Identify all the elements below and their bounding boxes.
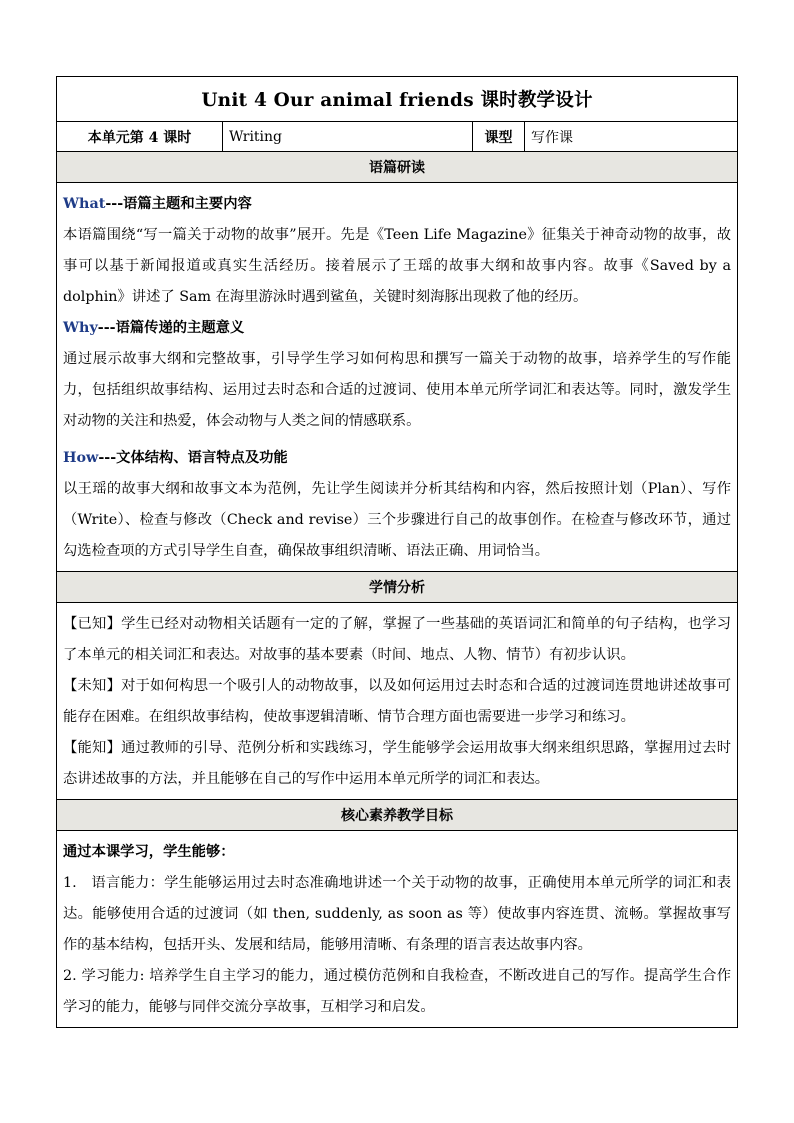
able-paragraph: 【能知】通过教师的引导、范例分析和实践练习，学生能够学会运用故事大纲来组织思路，掌握用过去时态讲述故事的方法，并且能够在自己的写作中运用本单元所学的词汇和表达。 [63, 740, 731, 787]
lesson-number-label: 本单元第 4 课时 [57, 122, 223, 152]
lesson-document [56, 76, 737, 1028]
section-header-text-study [57, 152, 738, 183]
section-heading: 核心素养教学目标 [57, 800, 738, 831]
lesson-type-value: 写作课 [525, 122, 738, 152]
unknown-paragraph: 【未知】对于如何构思一个吸引人的动物故事，以及如何运用过去时态和合适的过渡词连贯地讲述故事可能存在困难。在组织故事结构，使故事逻辑清晰、情节合理方面也需要进一步学习和练习。 [63, 678, 731, 725]
learner-row [57, 603, 738, 800]
what-paragraph: 本语篇围绕“写一篇关于动物的故事”展开。先是《Teen Life Magazine》征集关于神奇动物的故事，故事可以基于新闻报道或真实生活经历。接着展示了王瑶的故事大纲和故事内容。故事《Saved by a dolphin》讲述了 Sam 在海里游泳时遇到鲨鱼，关键时刻海豚出现救了他的经历。 [63, 227, 731, 305]
why-title: ---语篇传递的主题意义 [97, 320, 245, 336]
info-row [57, 122, 738, 152]
lesson-plan-table [56, 76, 738, 1028]
objectives-intro: 通过本课学习，学生能够： [63, 844, 235, 860]
lesson-topic-value: Writing [223, 122, 473, 152]
why-heading [63, 313, 731, 344]
why-tag: Why [63, 320, 98, 336]
why-paragraph: 通过展示故事大纲和完整故事，引导学生学习如何构思和撰写一篇关于动物的故事，培养学生的写作能力，包括组织故事结构、运用过去时态和合适的过渡词、使用本单元所学词汇和表达等。同时，激发学生对动物的关注和热爱，体会动物与人类之间的情感联系。 [63, 351, 731, 429]
text-study-row [57, 183, 738, 572]
objectives-content [57, 831, 738, 1028]
text-study-content [57, 183, 738, 572]
section-header-objectives [57, 800, 738, 831]
what-tag: What [63, 196, 106, 212]
how-tag: How [63, 450, 99, 466]
known-paragraph: 【已知】学生已经对动物相关话题有一定的了解，掌握了一些基础的英语词汇和简单的句子结构，也学习了本单元的相关词汇和表达。对故事的基本要素（时间、地点、人物、情节）有初步认识。 [63, 616, 731, 663]
lesson-type-label: 课型 [473, 122, 525, 152]
title-row [57, 77, 738, 122]
document-title: Unit 4 Our animal friends 课时教学设计 [57, 77, 738, 122]
section-heading: 学情分析 [57, 572, 738, 603]
how-heading [63, 443, 731, 474]
objective-item-2: 2. 学习能力: 培养学生自主学习的能力，通过模仿范例和自我检查，不断改进自己的写作。提高学生合作学习的能力，能够与同伴交流分享故事，互相学习和启发。 [63, 968, 731, 1015]
learner-content [57, 603, 738, 800]
how-paragraph: 以王瑶的故事大纲和故事文本为范例，先让学生阅读并分析其结构和内容，然后按照计划（Plan）、写作（Write）、检查与修改（Check and revise）三个步骤进行自己的故事创作。在检查与修改环节，通过勾选检查项的方式引导学生自查，确保故事组织清晰、语法正确、用词恰当。 [63, 481, 731, 559]
how-title: ---文体结构、语言特点及功能 [98, 450, 288, 466]
objectives-row [57, 831, 738, 1028]
section-heading: 语篇研读 [57, 152, 738, 183]
what-heading [63, 189, 731, 220]
what-title: ---语篇主题和主要内容 [105, 196, 252, 212]
objective-item-1: 1. 语言能力：学生能够运用过去时态准确地讲述一个关于动物的故事，正确使用本单元所学的词汇和表达。能够使用合适的过渡词（如 then, suddenly, as soon as 等）使故事内容连贯、流畅。掌握故事写作的基本结构，包括开头、发展和结局，能够用清晰、有条理的语言表达故事内容。 [63, 875, 731, 953]
section-header-learner [57, 572, 738, 603]
